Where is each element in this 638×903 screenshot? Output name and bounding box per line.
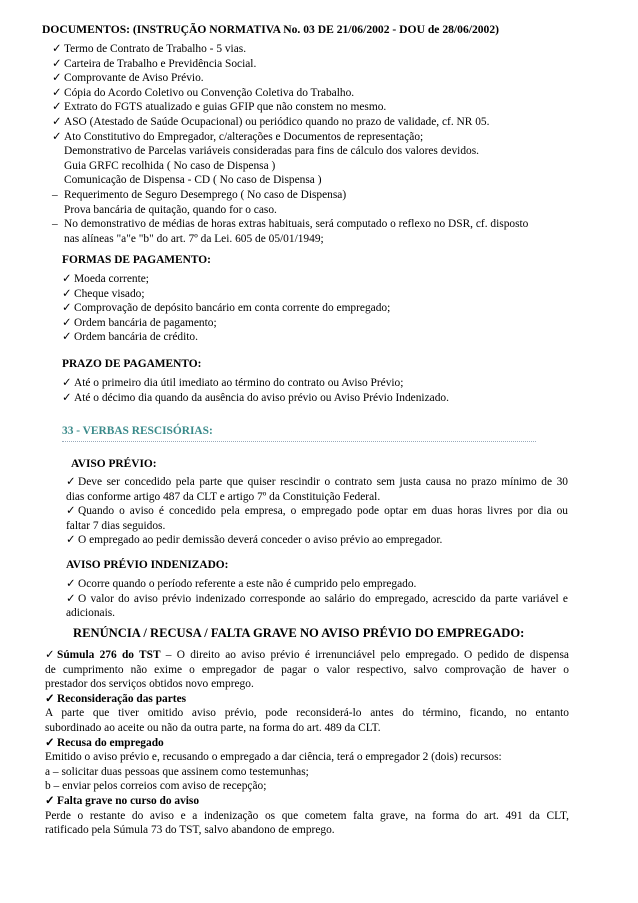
formas-list bbox=[62, 272, 390, 345]
dash-icon: – bbox=[52, 218, 58, 231]
list-item bbox=[52, 144, 528, 159]
verbas-heading bbox=[62, 424, 536, 442]
recon-heading bbox=[45, 692, 569, 707]
recon-heading-text: Reconsideração das partes bbox=[57, 692, 187, 705]
list-item-text: ASO (Atestado de Saúde Ocupacional) ou periódico quando no prazo de validade, cf. NR 05. bbox=[64, 115, 490, 128]
aviso-ind-p2-l1 bbox=[66, 592, 568, 607]
list-item bbox=[62, 272, 390, 287]
check-icon: ✓ bbox=[45, 649, 55, 661]
aviso-ind-body bbox=[66, 577, 568, 621]
list-item bbox=[52, 130, 528, 145]
aviso-p2-l2: faltar 7 dias seguidos. bbox=[66, 519, 166, 532]
check-icon: ✓ bbox=[66, 534, 76, 547]
aviso-ind-p1 bbox=[66, 577, 568, 592]
list-item bbox=[52, 203, 528, 218]
list-item bbox=[52, 173, 528, 188]
recon-l2: subordinado ao aceite ou não da outra parte, na forma do art. 489 da CLT. bbox=[45, 721, 381, 734]
aviso-heading: AVISO PRÉVIO: bbox=[71, 458, 157, 470]
list-item-text: Requerimento de Seguro Desemprego ( No caso de Dispensa) bbox=[64, 188, 347, 201]
list-item-text: No demonstrativo de médias de horas extras habituais, será computado o reflexo no DSR, cf. disposto bbox=[64, 218, 529, 231]
check-icon: ✓ bbox=[66, 578, 76, 590]
aviso-p2-l1 bbox=[66, 504, 568, 519]
list-item-text: Extrato do FGTS atualizado e guias GFIP que não constem no mesmo. bbox=[64, 101, 387, 114]
document-title: DOCUMENTOS: (INSTRUÇÃO NORMATIVA No. 03 DE 21/06/2002 - DOU de 28/06/2002) bbox=[42, 23, 500, 36]
recusa-heading bbox=[45, 736, 569, 751]
check-icon: ✓ bbox=[52, 101, 62, 114]
dash-icon: – bbox=[52, 188, 58, 201]
formas-heading: FORMAS DE PAGAMENTO: bbox=[62, 254, 211, 266]
documents-list bbox=[52, 42, 528, 246]
list-item-text: Ordem bancária de crédito. bbox=[74, 331, 198, 344]
check-icon: ✓ bbox=[66, 476, 76, 488]
list-item-text: Cópia do Acordo Coletivo ou Convenção Coletiva do Trabalho. bbox=[64, 86, 355, 99]
list-item bbox=[52, 71, 528, 86]
falta-l1: Perde o restante do aviso e a indenização os que cometem falta grave, na forma do art. 491 da CLT, bbox=[45, 809, 569, 822]
renuncia-body bbox=[45, 648, 569, 838]
check-icon: ✓ bbox=[45, 692, 55, 705]
list-item-text: Comunicação de Dispensa - CD ( No caso de Dispensa ) bbox=[64, 174, 322, 187]
list-item bbox=[62, 316, 390, 331]
check-icon: ✓ bbox=[52, 86, 62, 99]
sumula-bold: Súmula 276 do TST bbox=[57, 649, 161, 661]
sumula-l1-text: – O direito ao aviso prévio é irrenunciável pelo empregado. O pedido de dispensa bbox=[160, 649, 569, 661]
check-icon: ✓ bbox=[62, 316, 72, 329]
aviso-p3 bbox=[66, 533, 568, 548]
list-item bbox=[52, 57, 528, 72]
list-item-text: Carteira de Trabalho e Previdência Social. bbox=[64, 57, 257, 70]
list-item bbox=[52, 100, 528, 115]
check-icon: ✓ bbox=[52, 115, 62, 128]
list-item bbox=[52, 159, 528, 174]
aviso-p1-l1 bbox=[66, 475, 568, 490]
recusa-l1: Emitido o aviso prévio e, recusando o empregado a dar ciência, terá o empregador 2 (dois) recursos: bbox=[45, 751, 502, 764]
aviso-ind-heading: AVISO PRÉVIO INDENIZADO: bbox=[66, 559, 229, 571]
check-icon: ✓ bbox=[45, 736, 55, 749]
list-item bbox=[52, 115, 528, 130]
renuncia-heading: RENÚNCIA / RECUSA / FALTA GRAVE NO AVISO PRÉVIO DO EMPREGADO: bbox=[73, 626, 525, 640]
list-item-text: Ordem bancária de pagamento; bbox=[74, 316, 217, 329]
list-item-text: Cheque visado; bbox=[74, 287, 145, 300]
list-item bbox=[52, 86, 528, 101]
check-icon: ✓ bbox=[62, 377, 72, 389]
check-icon: ✓ bbox=[52, 43, 62, 55]
sumula-l2: de cumprimento não exime o empregador de pagar o valor respectivo, salvo comprovação de haver o bbox=[45, 663, 569, 676]
check-icon: ✓ bbox=[52, 72, 62, 85]
list-item bbox=[62, 391, 449, 406]
check-icon: ✓ bbox=[62, 331, 72, 344]
list-item bbox=[62, 330, 390, 345]
check-icon: ✓ bbox=[62, 287, 72, 300]
verbas-heading-text: 33 - VERBAS RESCISÓRIAS: bbox=[62, 425, 213, 437]
list-item bbox=[62, 376, 449, 391]
list-item-text: Guia GRFC recolhida ( No caso de Dispensa ) bbox=[64, 159, 276, 172]
check-icon: ✓ bbox=[66, 505, 76, 518]
aviso-ind-p2-l2: adicionais. bbox=[66, 607, 116, 620]
list-item-text: Ato Constitutivo do Empregador, c/alterações e Documentos de representação; bbox=[64, 130, 424, 143]
list-item-text: nas alíneas "a"e "b" do art. 7º da Lei. 605 de 05/01/1949; bbox=[64, 232, 324, 245]
check-icon: ✓ bbox=[52, 130, 62, 143]
check-icon: ✓ bbox=[62, 302, 72, 315]
check-icon: ✓ bbox=[62, 391, 72, 404]
recusa-heading-text: Recusa do empregado bbox=[57, 736, 164, 749]
list-item-text: Comprovante de Aviso Prévio. bbox=[64, 72, 204, 85]
list-item bbox=[62, 287, 390, 302]
list-item bbox=[62, 301, 390, 316]
list-item-text: Prova bancária de quitação, quando for o caso. bbox=[64, 203, 277, 216]
sumula-l1 bbox=[45, 648, 569, 663]
list-item-text: Até o primeiro dia útil imediato ao término do contrato ou Aviso Prévio; bbox=[74, 377, 404, 389]
check-icon: ✓ bbox=[66, 592, 76, 605]
list-item-text: Termo de Contrato de Trabalho - 5 vias. bbox=[64, 43, 247, 55]
list-item-text: Demonstrativo de Parcelas variáveis consideradas para fins de cálculo dos valores devidos. bbox=[64, 145, 479, 158]
aviso-body bbox=[66, 475, 568, 548]
list-item bbox=[52, 232, 528, 247]
list-item bbox=[52, 188, 528, 203]
prazo-list bbox=[62, 376, 449, 405]
recon-l1: A parte que tiver omitido aviso prévio, pode reconsiderá-lo antes do término, ficando, no entanto bbox=[45, 707, 569, 720]
falta-heading-text: Falta grave no curso do aviso bbox=[57, 794, 200, 807]
prazo-heading: PRAZO DE PAGAMENTO: bbox=[62, 358, 202, 370]
list-item bbox=[52, 42, 528, 57]
list-item-text: Moeda corrente; bbox=[74, 273, 149, 285]
falta-heading bbox=[45, 794, 569, 809]
check-icon: ✓ bbox=[45, 794, 55, 807]
recusa-l3: b – enviar pelos correios com aviso de recepção; bbox=[45, 780, 267, 793]
aviso-p3-text: O empregado ao pedir demissão deverá conceder o aviso prévio ao empregador. bbox=[78, 534, 443, 547]
aviso-ind-p2-l1-text: O valor do aviso prévio indenizado corresponde ao salário do empregado, acrescido da parte variável e bbox=[78, 592, 568, 605]
falta-l2: ratificado pela Súmula 73 do TST, salvo abandono de emprego. bbox=[45, 824, 335, 837]
aviso-p2-l1-text: Quando o aviso é concedido pela empresa, o empregado pode optar em duas horas livres por dia ou bbox=[78, 505, 568, 518]
aviso-p1-l1-text: Deve ser concedido pela parte que quiser rescindir o contrato sem justa causa no prazo mínimo de 30 bbox=[78, 476, 568, 488]
list-item-text: Até o décimo dia quando da ausência do aviso prévio ou Aviso Prévio Indenizado. bbox=[74, 391, 449, 404]
aviso-ind-p1-text: Ocorre quando o período referente a este não é cumprido pelo empregado. bbox=[78, 578, 417, 590]
list-item bbox=[52, 217, 528, 232]
aviso-p1-l2: dias conforme artigo 487 da CLT e artigo 7º da Constituição Federal. bbox=[66, 490, 381, 503]
check-icon: ✓ bbox=[62, 273, 72, 285]
recusa-l2: a – solicitar duas pessoas que assinem como testemunhas; bbox=[45, 765, 309, 778]
list-item-text: Comprovação de depósito bancário em conta corrente do empregado; bbox=[74, 302, 391, 315]
sumula-l3: prestador dos serviços obtidos novo emprego. bbox=[45, 678, 254, 691]
check-icon: ✓ bbox=[52, 57, 62, 70]
